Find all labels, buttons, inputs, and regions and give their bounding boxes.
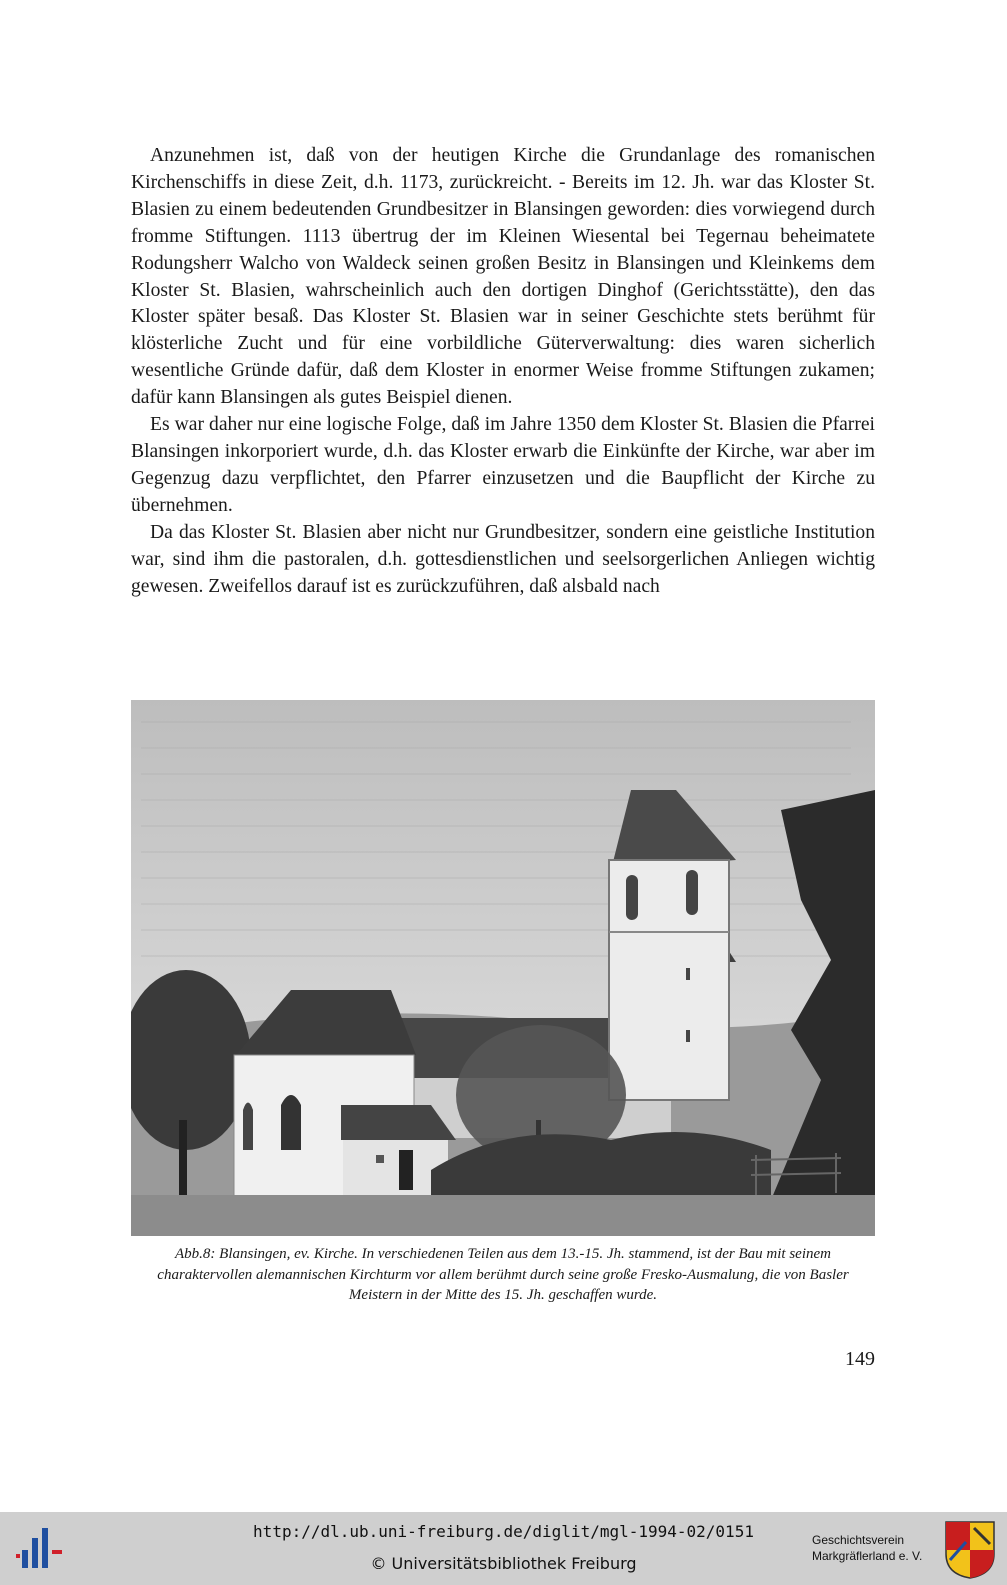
coat-of-arms-icon — [944, 1520, 996, 1580]
paragraph-3: Da das Kloster St. Blasien aber nicht nur Grundbesitzer, sondern eine geistliche Institution war, sind ihm die pastoralen, d.h. gottesdienstlichen und seelsorgerlichen Anliegen wichtig gewesen. Zweifellos darauf ist es zurückzuführen, daß alsbald nach — [131, 521, 875, 597]
footer-org-line1: Geschichtsverein — [812, 1533, 905, 1547]
footer-organization — [812, 1532, 940, 1564]
paragraph-2: Es war daher nur eine logische Folge, daß im Jahre 1350 dem Kloster St. Blasien die Pfarrei Blansingen inkorporiert wurde, d.h. das Kloster erwarb die Einkünfte der Kirche, war aber im Gegenzug dazu verpflichtet, den Pfarrer einzusetzen und die Baupflicht der Kirche zu übernehmen. — [131, 414, 875, 516]
church-photo — [131, 700, 875, 1236]
body-text — [131, 143, 875, 600]
footer-url-link[interactable]: http://dl.ub.uni-freiburg.de/diglit/mgl-1994-02/0151 — [253, 1522, 754, 1541]
paragraph-1: Anzunehmen ist, daß von der heutigen Kirche die Grundanlage des romanischen Kirchenschiffs in diese Zeit, d.h. 1173, zurückreicht. - Bereits im 12. Jh. war das Kloster St. Blasien zu einem bedeutenden Grundbesitzer in Blansingen geworden: dies vorwiegend durch fromme Stiftungen. 1113 übertrug der im Kleinen Wiesental bei Tegernau beheimatete Rodungsherr Walcho von Waldeck seinen großen Besitz in Blansingen und Kleinkems dem Kloster St. Blasien, wahrscheinlich auch den dortigen Dinghof (Gerichtsstätte), den das Kloster später besaß. Das Kloster St. Blasien war in seiner Geschichte stets berühmt für klösterliche Zucht und für eine vorbildliche Güterverwaltung: dies waren sicherlich wesentliche Gründe dafür, daß dem Kloster in enormer Weise fromme Stiftungen zukamen; dafür kann Blansingen als gutes Beispiel dienen. — [131, 145, 875, 409]
footer-org-line2: Markgräflerland e. V. — [812, 1549, 923, 1563]
footer-copyright: © Universitätsbibliothek Freiburg — [370, 1554, 637, 1573]
footer-bar — [0, 1512, 1007, 1585]
figure-caption: Abb.8: Blansingen, ev. Kirche. In verschiedenen Teilen aus dem 13.-15. Jh. stammend, ist der Bau mit seinem charaktervollen alemannischen Kirchturm vor allem berühmt durch seine große Fresko-Ausmalung, die von Basler Meistern in der Mitte des 15. Jh. geschaffen wurde. — [157, 1246, 849, 1303]
page-number: 149 — [845, 1348, 875, 1370]
